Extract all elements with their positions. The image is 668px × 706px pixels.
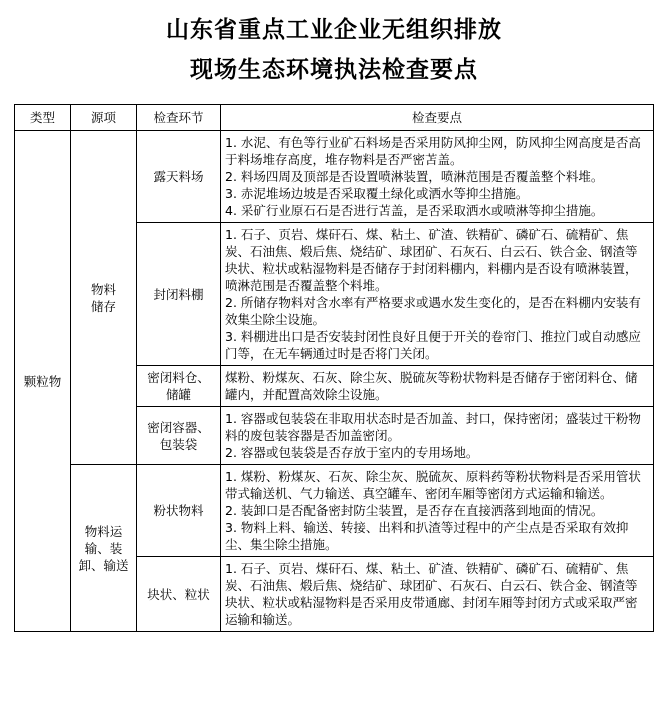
point-line: 煤粉、粉煤灰、石灰、除尘灰、脱硫灰等粉状物料是否储存于密闭料仓、储罐内，并配置高效除尘设施。 — [225, 370, 638, 402]
point-line: 2. 所储存物料对含水率有严格要求或遇水发生变化的，是否在料棚内安装有效集尘除尘设施。 — [225, 295, 641, 327]
cell-stage-closed-silo: 密闭料仓、 储罐 — [137, 366, 221, 407]
cell-stage-powder-material: 粉状物料 — [137, 465, 221, 557]
cell-type-particulate: 颗粒物 — [15, 131, 71, 632]
cell-points-closed-shed — [221, 223, 654, 366]
column-header-source: 源项 — [71, 105, 137, 131]
point-line: 2. 料场四周及顶部是否设置喷淋装置，喷淋范围是否覆盖整个料堆。 — [225, 169, 604, 184]
table-header-row — [15, 105, 654, 131]
inspection-table-wrap — [0, 90, 668, 632]
inspection-table — [14, 104, 654, 632]
point-line: 1. 水泥、有色等行业矿石料场是否采用防风抑尘网，防风抑尘网高度是否高于料场堆存高度，堆存物料是否严密苫盖。 — [225, 135, 641, 167]
cell-stage-closed-shed: 封闭料棚 — [137, 223, 221, 366]
cell-stage-lump-granular: 块状、粒状 — [137, 557, 221, 632]
point-line: 1. 煤粉、粉煤灰、石灰、除尘灰、脱硫灰、原料药等粉状物料是否采用管状带式输送机、气力输送、真空罐车、密闭车厢等密闭方式运输和输送。 — [225, 469, 641, 501]
cell-points-powder-material — [221, 465, 654, 557]
table-row — [15, 131, 654, 223]
cell-stage-closed-container: 密闭容器、 包装袋 — [137, 407, 221, 465]
cell-stage-open-yard: 露天料场 — [137, 131, 221, 223]
cell-source-transport: 物料运 输、装 卸、输送 — [71, 465, 137, 632]
column-header-type: 类型 — [15, 105, 71, 131]
table-row — [15, 465, 654, 557]
page-title-line-1: 山东省重点工业企业无组织排放 — [166, 17, 502, 43]
point-line: 1. 石子、页岩、煤矸石、煤、粘土、矿渣、铁精矿、磷矿石、硫精矿、焦炭、石油焦、煅后焦、烧结矿、球团矿、石灰石、白云石、铁合金、钢渣等块状、粒状或粘湿物料是否储存于封闭料棚内，料棚内是否设有喷淋装置，喷淋范围是否覆盖整个料堆。 — [225, 227, 638, 293]
column-header-points: 检查要点 — [221, 105, 654, 131]
point-line: 3. 物料上料、输送、转接、出料和扒渣等过程中的产尘点是否采取有效抑尘、集尘除尘措施。 — [225, 520, 629, 552]
point-line: 3. 赤泥堆场边坡是否采取覆土绿化或洒水等抑尘措施。 — [225, 186, 529, 201]
page-title — [0, 0, 668, 90]
cell-points-open-yard — [221, 131, 654, 223]
point-line: 4. 采矿行业原石石是否进行苫盖，是否采取洒水或喷淋等抑尘措施。 — [225, 203, 604, 218]
cell-points-closed-silo — [221, 366, 654, 407]
point-line: 2. 装卸口是否配备密封防尘装置，是否存在直接洒落到地面的情况。 — [225, 503, 604, 518]
cell-source-storage: 物料 储存 — [71, 131, 137, 465]
cell-points-closed-container — [221, 407, 654, 465]
point-line: 1. 容器或包装袋在非取用状态时是否加盖、封口，保持密闭；盛装过干粉物料的废包装容器是否加盖密闭。 — [225, 411, 641, 443]
point-line: 2. 容器或包装袋是否存放于室内的专用场地。 — [225, 445, 479, 460]
point-line: 1. 石子、页岩、煤矸石、煤、粘土、矿渣、铁精矿、磷矿石、硫精矿、焦炭、石油焦、煅后焦、烧结矿、球团矿、石灰石、白云石、铁合金、钢渣等块状、粒状或粘湿物料是否采用皮带通廊、封闭车厢等封闭方式或采取严密运输和输送。 — [225, 561, 638, 627]
cell-points-lump-granular — [221, 557, 654, 632]
point-line: 3. 料棚进出口是否安装封闭性良好且便于开关的卷帘门、推拉门或自动感应门等，在无车辆通过时是否将门关闭。 — [225, 329, 641, 361]
column-header-stage: 检查环节 — [137, 105, 221, 131]
page-title-line-2: 现场生态环境执法检查要点 — [190, 57, 478, 83]
